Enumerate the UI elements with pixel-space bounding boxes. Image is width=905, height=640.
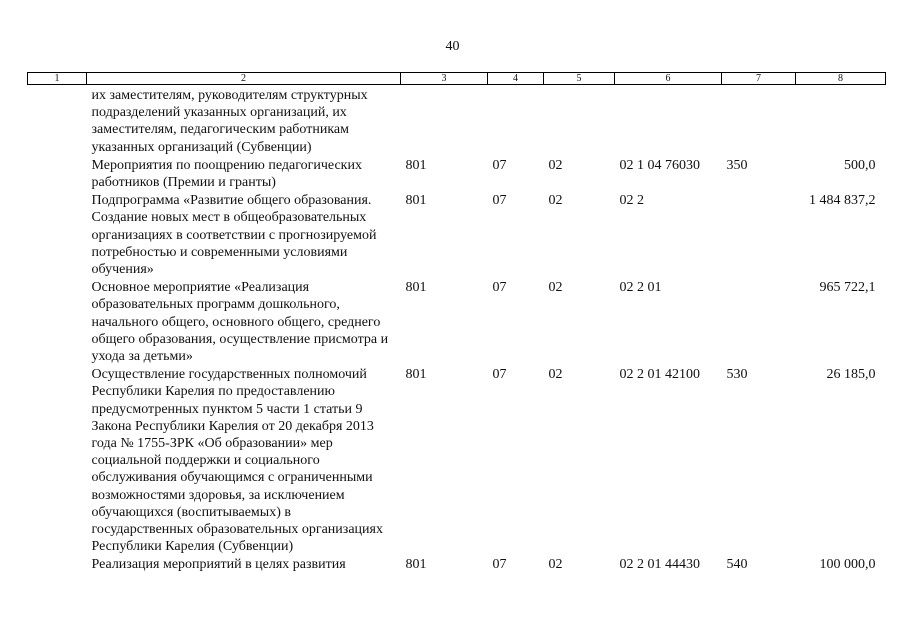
row-subsection-code: 02: [548, 193, 563, 209]
row-ministry-code: 801: [405, 367, 427, 383]
row-expense-type: 530: [726, 367, 748, 383]
row-ministry-code: 801: [405, 280, 427, 296]
row-name: Мероприятия по поощрению педагогических работников (Премии и гранты): [91, 157, 362, 191]
row-amount: 965 722,1: [819, 280, 876, 296]
row-section-code: 07: [492, 280, 507, 296]
row-section-code: 07: [492, 367, 507, 383]
row-target-code: [615, 85, 722, 157]
table-row: [28, 157, 886, 192]
row-amount: 26 185,0: [826, 367, 876, 383]
row-target-code: 02 2 01 42100: [619, 367, 700, 383]
row-amount: 500,0: [844, 157, 876, 173]
table-row: [28, 85, 886, 157]
row-name: Подпрограмма «Развитие общего образования. Создание новых мест в общеобразовательных организациях в соответствии с прогнозируемой потребностью и современными условиями обучения»: [91, 193, 377, 278]
row-expense-type: 540: [726, 557, 748, 573]
row-expense-type: 350: [726, 157, 748, 173]
row-amount: 1 484 837,2: [809, 193, 876, 209]
row-ministry-code: 801: [405, 557, 427, 573]
row-subsection-code: 02: [548, 280, 563, 296]
header-col-8: 8: [796, 73, 886, 85]
page-number: 40: [445, 39, 460, 54]
row-target-code: 02 2 01 44430: [619, 557, 700, 573]
row-subsection-code: 02: [548, 367, 563, 383]
row-target-code: 02 1 04 76030: [619, 157, 700, 173]
row-section-code: 07: [492, 557, 507, 573]
row-amount: [796, 85, 886, 157]
row-name: их заместителям, руководителям структурных подразделений указанных организаций, их заместителям, педагогическим работникам указанных организаций (Субвенции): [91, 88, 368, 155]
header-col-3: 3: [401, 73, 488, 85]
table-row: [28, 192, 886, 279]
row-section-code: 07: [492, 157, 507, 173]
row-name: Осуществление государственных полномочий Республики Карелия по предоставлению предусмотренных пунктом 5 части 1 статьи 9 Закона Республики Карелия от 20 декабря 2013 года № 1755-ЗРК «Об образовании» мер социальной поддержки и социального обслуживания обучающимся с ограниченными возможностями здоровья, за исключением обучающихся (воспитываемых) в государственных образовательных организациях Республики Карелия (Субвенции): [91, 367, 383, 555]
row-section-code: [488, 85, 544, 157]
row-target-code: 02 2: [619, 193, 644, 209]
column-number-header: [28, 73, 886, 85]
row-ministry-code: 801: [405, 193, 427, 209]
row-name: Реализация мероприятий в целях развития: [91, 557, 346, 573]
header-col-2: 2: [87, 73, 401, 85]
row-expense-type: [722, 192, 796, 279]
header-col-7: 7: [722, 73, 796, 85]
row-ministry-code: 801: [405, 157, 427, 173]
row-expense-type: [722, 85, 796, 157]
header-col-5: 5: [544, 73, 615, 85]
row-subsection-code: 02: [548, 157, 563, 173]
budget-table: [27, 72, 886, 575]
table-row: [28, 556, 886, 574]
header-col-6: 6: [615, 73, 722, 85]
header-col-1: 1: [28, 73, 87, 85]
row-amount: 100 000,0: [819, 557, 876, 573]
header-col-4: 4: [488, 73, 544, 85]
table-row: [28, 279, 886, 366]
row-expense-type: [722, 279, 796, 366]
row-subsection-code: 02: [548, 557, 563, 573]
row-subsection-code: [544, 85, 615, 157]
row-section-code: 07: [492, 193, 507, 209]
row-target-code: 02 2 01: [619, 280, 662, 296]
row-ministry-code: [401, 85, 488, 157]
row-name: Основное мероприятие «Реализация образовательных программ дошкольного, начального общего, основного общего, среднего общего образования, осуществление присмотра и ухода за детьми»: [91, 280, 389, 365]
table-row: [28, 366, 886, 556]
